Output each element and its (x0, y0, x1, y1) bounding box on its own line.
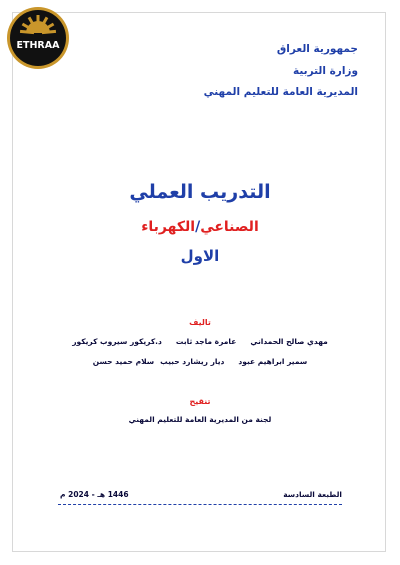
author-name: سمير ابراهيم عبود (238, 357, 308, 366)
book-subtitle (0, 219, 400, 235)
authors-row-2 (0, 357, 400, 366)
subtitle-specialty: الكهرباء (141, 219, 196, 235)
author-name: عامرة ماجد ثابت (175, 337, 237, 346)
grade-level: الاول (180, 247, 220, 265)
ethraa-logo (6, 6, 70, 70)
directorate-name: المديرية العامة للتعليم المهني (203, 86, 358, 98)
subtitle-field: الصناعي (200, 219, 259, 235)
publication-year: 1446 هـ - 2024 م (60, 490, 129, 499)
republic-name: جمهورية العراق (276, 43, 358, 55)
revision-committee: لجنة من المديرية العامة للتعليم المهني (128, 415, 272, 424)
ministry-name: وزارة التربية (292, 64, 358, 77)
edition-label: الطبعة السادسة (283, 490, 342, 499)
author-name: سلام حميد حسن (92, 357, 155, 366)
author-name: ديار ريشارد حبيب (160, 357, 225, 366)
ministry-header (204, 44, 358, 109)
authors-row-1 (0, 337, 400, 346)
author-name: د.كريكور سيروب كريكور (72, 337, 162, 346)
revision-label: تنقيح (189, 397, 211, 406)
book-title: التدريب العملي (129, 181, 271, 203)
author-name: مهدي صالح الحمداني (250, 337, 328, 346)
authors-label: تاليف (189, 318, 211, 327)
footer-divider (58, 504, 342, 505)
subtitle-separator: / (195, 219, 201, 235)
logo-text: ETHRAA (16, 40, 60, 51)
